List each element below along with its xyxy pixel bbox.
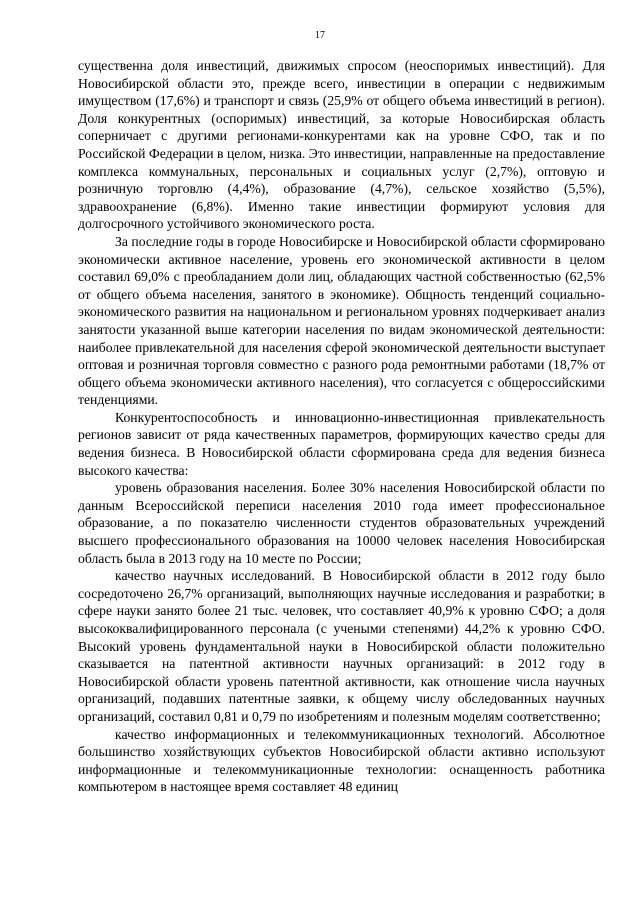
paragraph-investments: существенна доля инвестиций, движимых спросом (неоспоримых инвестиций). Для Новосибирской области это, прежде всего, инвестиции в операции с недвижимым имуществом (17,6%) и транспорт и связь (25,9% от общего объема инвестиций в регион). Доля конкурентных (оспоримых) инвестиций, за которые Новосибирская область соперничает с другими регионами-конкурентами как на уровне СФО, так и по Российской Федерации в целом, низка. Это инвестиции, направленные на предоставление комплекса коммунальных, персональных и социальных услуг (2,7%), оптовую и розничную торговлю (4,4%), образование (4,7%), сельское хозяйство (5,5%), здравоохранение (6,8%). Именно такие инвестиции формируют условия для долгосрочного устойчивого экономического роста. — [78, 58, 605, 232]
document-body — [78, 57, 605, 796]
paragraph-research-quality: качество научных исследований. В Новосибирской области в 2012 году было сосредоточено 26,7% организаций, выполняющих научные исследования и разработки; в сфере науки занято более 21 тыс. человек, что составляет 40,9% к уровню СФО; а доля высококвалифицированного персонала (с учеными степенями) 44,2% к уровню СФО. Высокий уровень фундаментальной науки в Новосибирской области положительно сказывается на патентной активности научных организаций: в 2012 году в Новосибирской области уровень патентной активности, как отношение числа научных организаций, подавших патентные заявки, к общему числу обследованных научных организаций, составил 0,81 и 0,79 по изобретениям и полезным моделям соответственно; — [78, 568, 605, 724]
page-number: 17 — [315, 30, 325, 41]
paragraph-education-level: уровень образования населения. Более 30% населения Новосибирской области по данным Всероссийской переписи населения 2010 года имеет профессиональное образование, а по показателю численности студентов образовательных учреждений высшего профессионального образования на 10000 человек населения Новосибирская область была в 2013 году на 10 месте по России; — [78, 480, 605, 566]
paragraph-active-population: За последние годы в городе Новосибирске и Новосибирской области сформировано экономически активное население, уровень его экономической активности в целом составил 69,0% с преобладанием доли лиц, обладающих частной собственностью (62,5% от общего объема населения, занятого в экономике). Общность тенденций социально-экономического развития на национальном и региональном уровнях подчеркивает анализ занятости указанной выше категории населения по видам экономической деятельности: наиболее привлекательной для населения сферой экономической деятельности выступает оптовая и розничная торговля совместно с разного рода ремонтными работами (18,7% от общего объема экономически активного населения), что согласуется с общероссийскими тенденциями. — [78, 233, 605, 408]
paragraph-competitiveness: Конкурентоспособность и инновационно-инвестиционная привлекательность регионов зависит от ряда качественных параметров, формирующих качество среды для ведения бизнеса. В Новосибирской области сформирована среда для ведения бизнеса высокого качества: — [78, 409, 605, 478]
paragraph-ict-quality: качество информационных и телекоммуникационных технологий. Абсолютное большинство хозяйствующих субъектов Новосибирской области активно используют информационные и телекоммуникационные технологии: оснащенность работника компьютером в настоящее время составляет 48 единиц — [78, 726, 605, 795]
